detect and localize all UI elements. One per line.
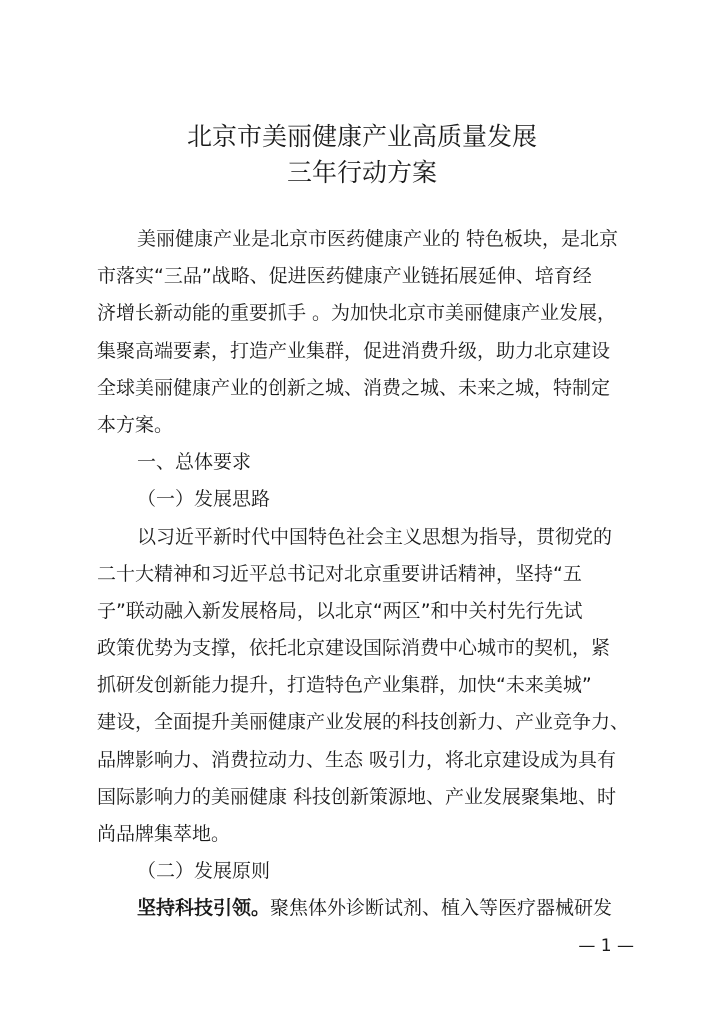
- principle-title: 坚持科技引领。: [137, 897, 271, 920]
- paragraph-line: 政策优势为支撑，依托北京建设国际消费中心城市的契机，紧: [97, 637, 611, 660]
- paragraph-line: 子”联动融入新发展格局，以北京“两区”和中关村先行先试: [97, 599, 583, 622]
- paragraph-line: 品牌影响力、消费拉动力、生态 吸引力，将北京建设成为具有: [97, 748, 617, 771]
- subsection-heading: （一）发展思路: [137, 488, 271, 511]
- paragraph-line: 建设，全面提升美丽健康产业发展的科技创新力、产业竞争力、: [97, 711, 630, 734]
- paragraph-line: 抓研发创新能力提升，打造特色产业集群，加快“未来美城”: [97, 674, 592, 697]
- page-number: — 1 —: [578, 936, 634, 956]
- paragraph-line: 二十大精神和习近平总书记对北京重要讲话精神，坚持“五: [97, 562, 582, 585]
- principle-text: 聚焦体外诊断试剂、植入等医疗器械研发: [270, 897, 613, 920]
- subsection-heading: （二）发展原则: [137, 860, 271, 883]
- document-body: [97, 221, 642, 928]
- paragraph-line: 市落实“三品”战略、促进医药健康产业链拓展延伸、培育经: [97, 265, 592, 288]
- paragraph-line: 国际影响力的美丽健康 科技创新策源地、产业发展聚集地、时: [97, 785, 617, 808]
- paragraph-line: 美丽健康产业是北京市医药健康产业的 特色板块，是北京: [137, 228, 619, 250]
- paragraph-line: 本方案。: [97, 413, 174, 436]
- document-title-line-1: 北京市美丽健康产业高质量发展: [186, 122, 537, 151]
- section-heading: 一、总体要求: [137, 451, 252, 474]
- paragraph-line: 集聚高端要素，打造产业集群，促进消费升级，助力北京建设: [97, 339, 611, 362]
- paragraph-line: 济增长新动能的重要抓手 。为加快北京市美丽健康产业发展，: [97, 302, 617, 325]
- paragraph-line: 全球美丽健康产业的创新之城、消费之城、未来之城，特制定: [97, 376, 611, 399]
- paragraph-line: 以习近平新时代中国特色社会主义思想为指导，贯彻党的: [137, 525, 613, 548]
- principle-line: [97, 890, 642, 927]
- document-title-line-2: 三年行动方案: [286, 158, 437, 187]
- paragraph-line: 尚品牌集萃地。: [97, 823, 231, 845]
